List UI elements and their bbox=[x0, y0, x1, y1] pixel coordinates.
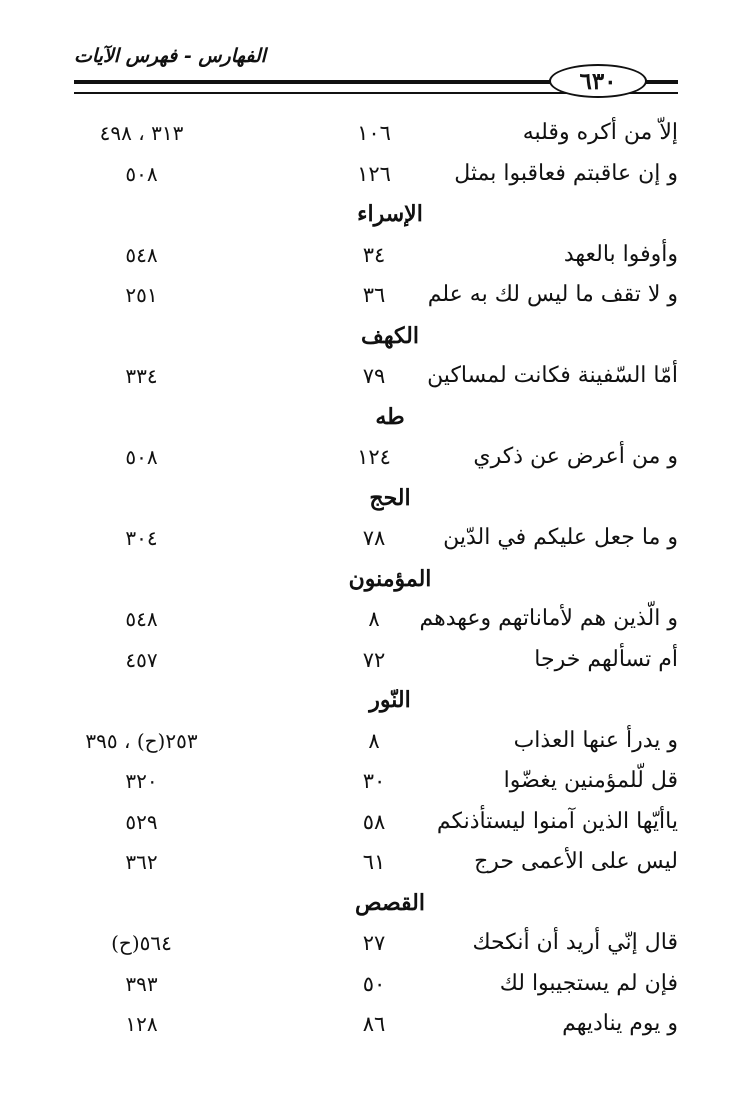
index-entry-row bbox=[74, 723, 678, 759]
page-references: ٣١٣ ، ٤٩٨ bbox=[99, 121, 184, 145]
verse-text: و ما جعل عليكم في الدّين bbox=[443, 525, 678, 550]
page-references: ١٢٨ bbox=[125, 1012, 158, 1036]
verse-number: ٧٢ bbox=[362, 648, 386, 672]
index-entry-row bbox=[74, 642, 678, 678]
verse-text: فإن لم يستجيبوا لك bbox=[499, 971, 678, 996]
verse-text: قال إنّي أريد أن أنكحك bbox=[472, 930, 678, 955]
verse-number: ١٠٦ bbox=[357, 121, 391, 145]
page-references: ٣٦٢ bbox=[125, 850, 158, 874]
page-references: ٥٤٨ bbox=[125, 607, 158, 631]
page-references: ٢٥٣(ح) ، ٣٩٥ bbox=[85, 729, 198, 753]
sura-section-heading: القصص bbox=[355, 890, 425, 916]
verse-number: ٢٧ bbox=[362, 931, 386, 955]
verse-text: أمّا السّفينة فكانت لمساكين bbox=[427, 363, 678, 388]
sura-section-heading: النّور bbox=[369, 687, 411, 713]
verse-number: ٨ bbox=[368, 607, 380, 631]
sura-section-heading: الإسراء bbox=[357, 201, 423, 227]
verse-text: و لا تقف ما ليس لك به علم bbox=[427, 282, 678, 307]
verse-text: و يوم يناديهم bbox=[562, 1011, 678, 1036]
index-entry-row bbox=[74, 520, 678, 556]
verse-text: و إن عاقبتم فعاقبوا بمثل bbox=[454, 161, 678, 186]
sura-section-heading: المؤمنون bbox=[348, 566, 432, 592]
verse-number: ٣٤ bbox=[362, 243, 386, 267]
page-number-badge: ٦٣٠ bbox=[549, 64, 647, 98]
verse-number: ٦١ bbox=[362, 850, 386, 874]
verse-number: ٧٩ bbox=[362, 364, 386, 388]
running-header-title: الفهارس - فهرس الآيات bbox=[74, 45, 266, 67]
page-references: ٥٠٨ bbox=[125, 445, 158, 469]
verse-number: ٥٠ bbox=[362, 972, 386, 996]
index-entry-row bbox=[74, 358, 678, 394]
verse-text: و من أعرض عن ذكري bbox=[473, 444, 678, 469]
verse-number: ٧٨ bbox=[362, 526, 386, 550]
verse-text: إلاّ من أكره وقلبه bbox=[522, 120, 678, 145]
sura-section-heading: طه bbox=[375, 404, 405, 430]
page-references: ٣٩٣ bbox=[125, 972, 158, 996]
page-references: ٤٥٧ bbox=[125, 648, 158, 672]
index-entry-row bbox=[74, 115, 678, 151]
verse-number: ١٢٦ bbox=[357, 162, 391, 186]
verse-text: و يدرأ عنها العذاب bbox=[513, 728, 678, 753]
page-references: ٥٤٨ bbox=[125, 243, 158, 267]
index-entry-row bbox=[74, 844, 678, 880]
page-references: ٣٢٠ bbox=[125, 769, 158, 793]
index-entry-row bbox=[74, 237, 678, 273]
page-references: ٥٦٤(ح) bbox=[111, 931, 172, 955]
index-entry-row bbox=[74, 601, 678, 637]
verse-number: ٥٨ bbox=[362, 810, 386, 834]
index-entry-row bbox=[74, 1006, 678, 1042]
page-references: ٣٣٤ bbox=[125, 364, 158, 388]
page-references: ٢٥١ bbox=[125, 283, 158, 307]
verse-number: ١٢٤ bbox=[357, 445, 391, 469]
index-entry-row bbox=[74, 439, 678, 475]
verse-text: وأوفوا بالعهد bbox=[563, 242, 678, 267]
verse-text: و الّذين هم لأماناتهم وعهدهم bbox=[419, 606, 678, 631]
verse-number: ٨ bbox=[368, 729, 380, 753]
index-entry-row bbox=[74, 804, 678, 840]
page-references: ٣٠٤ bbox=[125, 526, 158, 550]
verse-number: ٨٦ bbox=[362, 1012, 386, 1036]
index-entry-row bbox=[74, 966, 678, 1002]
page-references: ٥٢٩ bbox=[125, 810, 158, 834]
verse-number: ٣٦ bbox=[362, 283, 386, 307]
sura-section-heading: الحج bbox=[369, 485, 411, 511]
index-entry-row bbox=[74, 763, 678, 799]
index-entry-row bbox=[74, 156, 678, 192]
index-entry-row bbox=[74, 925, 678, 961]
page-references: ٥٠٨ bbox=[125, 162, 158, 186]
verse-number: ٣٠ bbox=[362, 769, 386, 793]
verse-text: ياأيّها الذين آمنوا ليستأذنكم bbox=[436, 809, 678, 834]
index-entry-row bbox=[74, 277, 678, 313]
verse-text: ليس على الأعمى حرج bbox=[474, 849, 678, 874]
verse-text: أم تسألهم خرجا bbox=[534, 647, 678, 672]
verse-text: قل لّلمؤمنين يغضّوا bbox=[503, 768, 678, 793]
sura-section-heading: الكهف bbox=[361, 323, 419, 349]
